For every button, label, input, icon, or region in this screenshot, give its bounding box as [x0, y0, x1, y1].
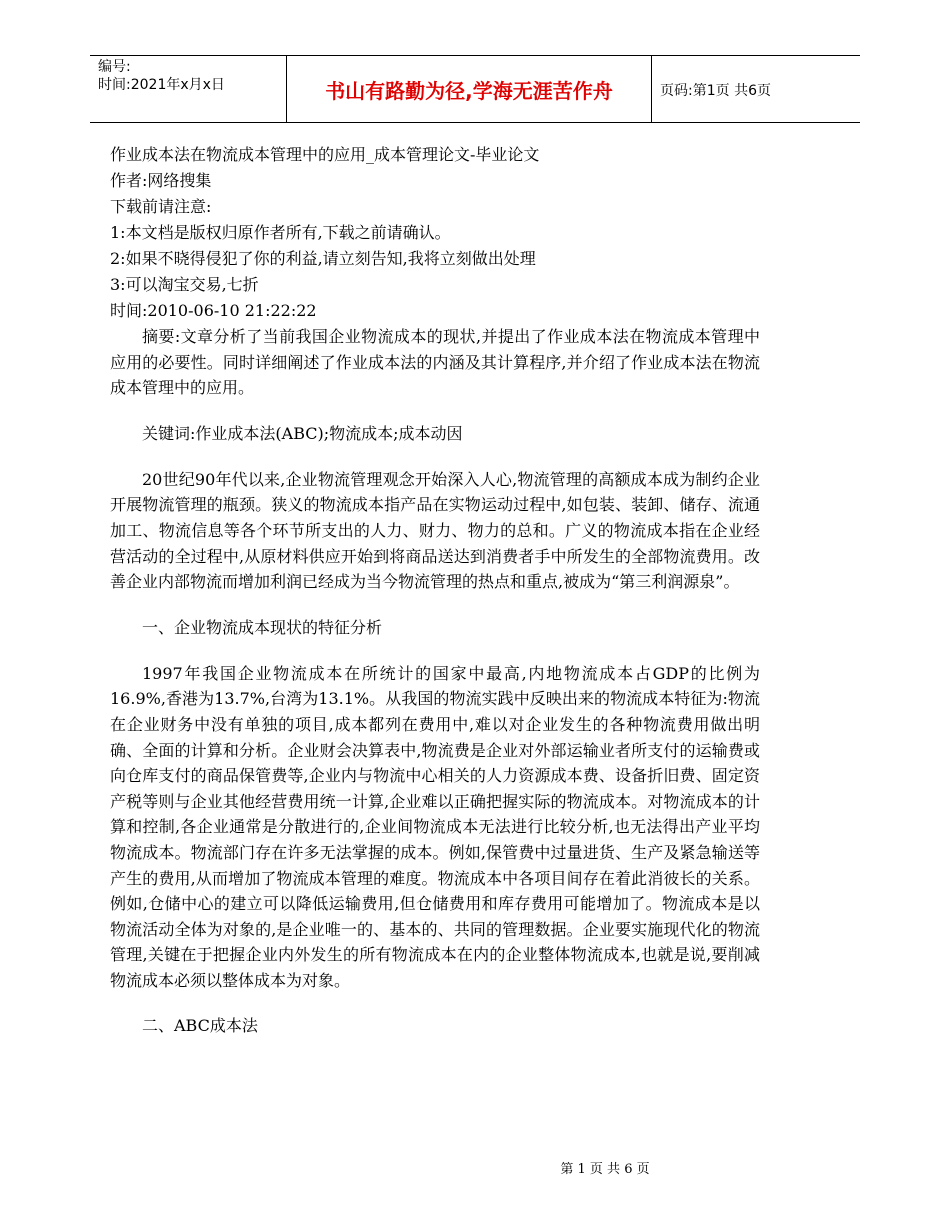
- code-label: 编号:: [98, 59, 131, 75]
- page-header: [90, 55, 860, 123]
- document-title: 作业成本法在物流成本管理中的应用_成本管理论文-毕业论文: [110, 145, 540, 164]
- datetime-line: 时间:2010-06-10 21:22:22: [110, 301, 317, 320]
- note-item: 1:本文档是版权归原作者所有,下载之前请确认。: [110, 223, 451, 242]
- note-item: 3:可以淘宝交易,七折: [110, 275, 259, 294]
- header-motto: 书山有路勤为径,学海无涯苦作舟: [286, 56, 652, 122]
- section-heading-2: 二、ABC成本法: [142, 1016, 258, 1036]
- time-label: 时间:2021年x月x日: [98, 77, 225, 93]
- header-meta: [98, 58, 225, 94]
- page-footer: 第 1 页 共 6 页: [560, 1162, 650, 1177]
- author-line: 作者:网络搜集: [110, 171, 212, 190]
- download-notice: 下载前请注意:: [110, 197, 212, 216]
- paragraph-analysis: 1997年我国企业物流成本在所统计的国家中最高,内地物流成本占GDP的比例为16.9%,香港为13.7%,台湾为13.1%。从我国的物流实践中反映出来的物流成本特征为:物流在企业财务中没有单独的项目,成本都列在费用中,难以对企业发生的各种物流费用做出明确、全面的计算和分析。企业财会决算表中,物流费是企业对外部运输业者所支付的运输费或向仓库支付的商品保管费等,企业内与物流中心相关的人力资源成本费、设备折旧费、固定资产税等则与企业其他经营费用统一计算,企业难以正确把握实际的物流成本。对物流成本的计算和控制,各企业通常是分散进行的,企业间物流成本无法进行比较分析,也无法得出产业平均物流成本。物流部门存在许多无法掌握的成本。例如,保管费中过量进货、生产及紧急输送等产生的费用,从而增加了物流成本管理的难度。物流成本中各项目间存在着此消彼长的关系。例如,仓储中心的建立可以降低运输费用,但仓储费用和库存费用可能增加了。物流成本是以物流活动全体为对象的,是企业唯一的、基本的、共同的管理数据。企业要实施现代化的物流管理,关键在于把握企业内外发生的所有物流成本在内的企业整体物流成本,也就是说,要削减物流成本必须以整体成本为对象。: [110, 663, 760, 990]
- section-heading-1: 一、企业物流成本现状的特征分析: [142, 617, 383, 637]
- header-page-info: 页码:第1页 共6页: [660, 83, 771, 99]
- paragraph-intro: 20世纪90年代以来,企业物流管理观念开始深入人心,物流管理的高额成本成为制约企业开展物流管理的瓶颈。狭义的物流成本指产品在实物运动过程中,如包装、装卸、储存、流通加工、物流信息等各个环节所支出的人力、财力、物力的总和。广义的物流成本指在企业经营活动的全过程中,从原材料供应开始到将商品送达到消费者手中所发生的全部物流费用。改善企业内部物流而增加利润已经成为当今物流管理的热点和重点,被成为“第三利润源泉”。: [110, 469, 760, 592]
- note-item: 2:如果不晓得侵犯了你的利益,请立刻告知,我将立刻做出处理: [110, 249, 536, 268]
- abstract: 摘要:文章分析了当前我国企业物流成本的现状,并提出了作业成本法在物流成本管理中应用的必要性。同时详细阐述了作业成本法的内涵及其计算程序,并介绍了作业成本法在物流成本管理中的应用。: [110, 327, 760, 398]
- keywords: 关键词:作业成本法(ABC);物流成本;成本动因: [142, 423, 463, 443]
- document-body: [110, 142, 760, 1039]
